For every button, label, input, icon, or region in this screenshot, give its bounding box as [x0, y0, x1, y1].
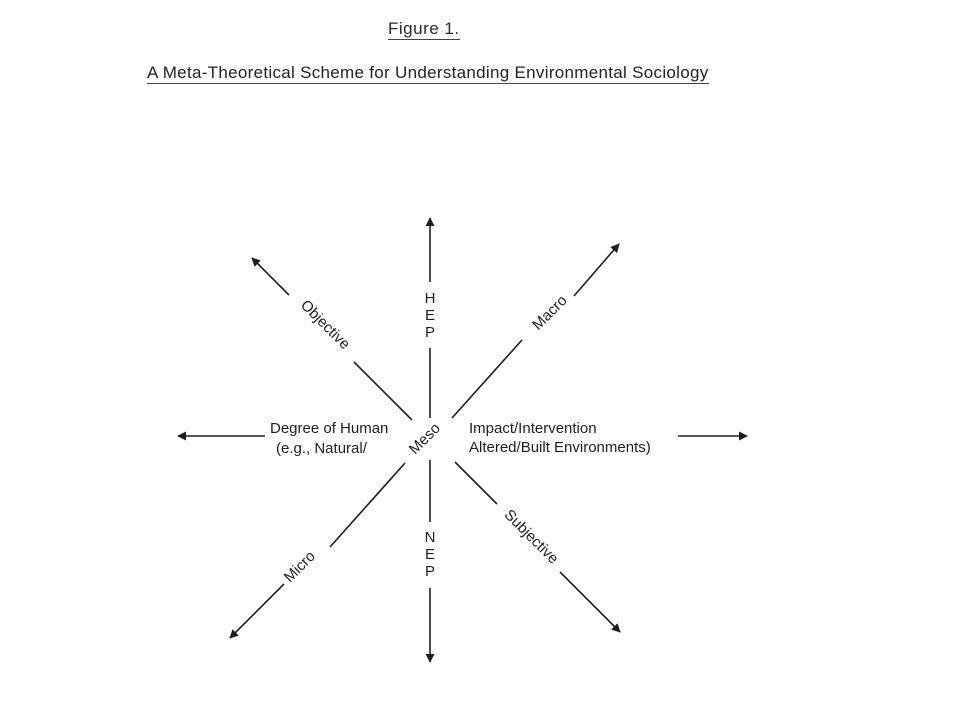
diagonal-upper-right-segment [452, 340, 522, 418]
diagonal-lower-left-segment [330, 463, 405, 547]
diagonal-upper-right-arrow [574, 244, 619, 296]
impact-intervention-text: Impact/Intervention [469, 420, 597, 437]
micro-label: Micro [280, 547, 319, 586]
hep-letter-3: P [424, 324, 436, 341]
nep-label [425, 529, 436, 580]
hep-letter-2: E [424, 307, 436, 324]
figure-number: Figure 1. [388, 19, 460, 38]
nep-letter-1: N [424, 529, 436, 546]
macro-label: Macro [529, 292, 571, 334]
degree-of-human-text: Degree of Human [270, 420, 389, 437]
objective-label: Objective [297, 296, 354, 353]
diagonal-upper-left-segment [354, 362, 412, 420]
nep-letter-2: E [424, 546, 436, 563]
natural-example-text: (e.g., Natural/ [276, 440, 367, 457]
hep-letter-1: H [424, 290, 436, 307]
hep-label [425, 290, 436, 341]
meso-label: Meso [405, 419, 444, 458]
diagonal-lower-left-arrow [230, 584, 284, 638]
nep-letter-3: P [424, 563, 436, 580]
diagonal-upper-left-arrow [252, 258, 289, 295]
diagonal-lower-right-segment [455, 462, 497, 504]
altered-built-text: Altered/Built Environments) [469, 439, 651, 456]
subjective-label: Subjective [500, 506, 562, 568]
figure-title: A Meta-Theoretical Scheme for Understanding Environmental Sociology [147, 63, 709, 82]
diagonal-lower-right-arrow [560, 572, 620, 632]
